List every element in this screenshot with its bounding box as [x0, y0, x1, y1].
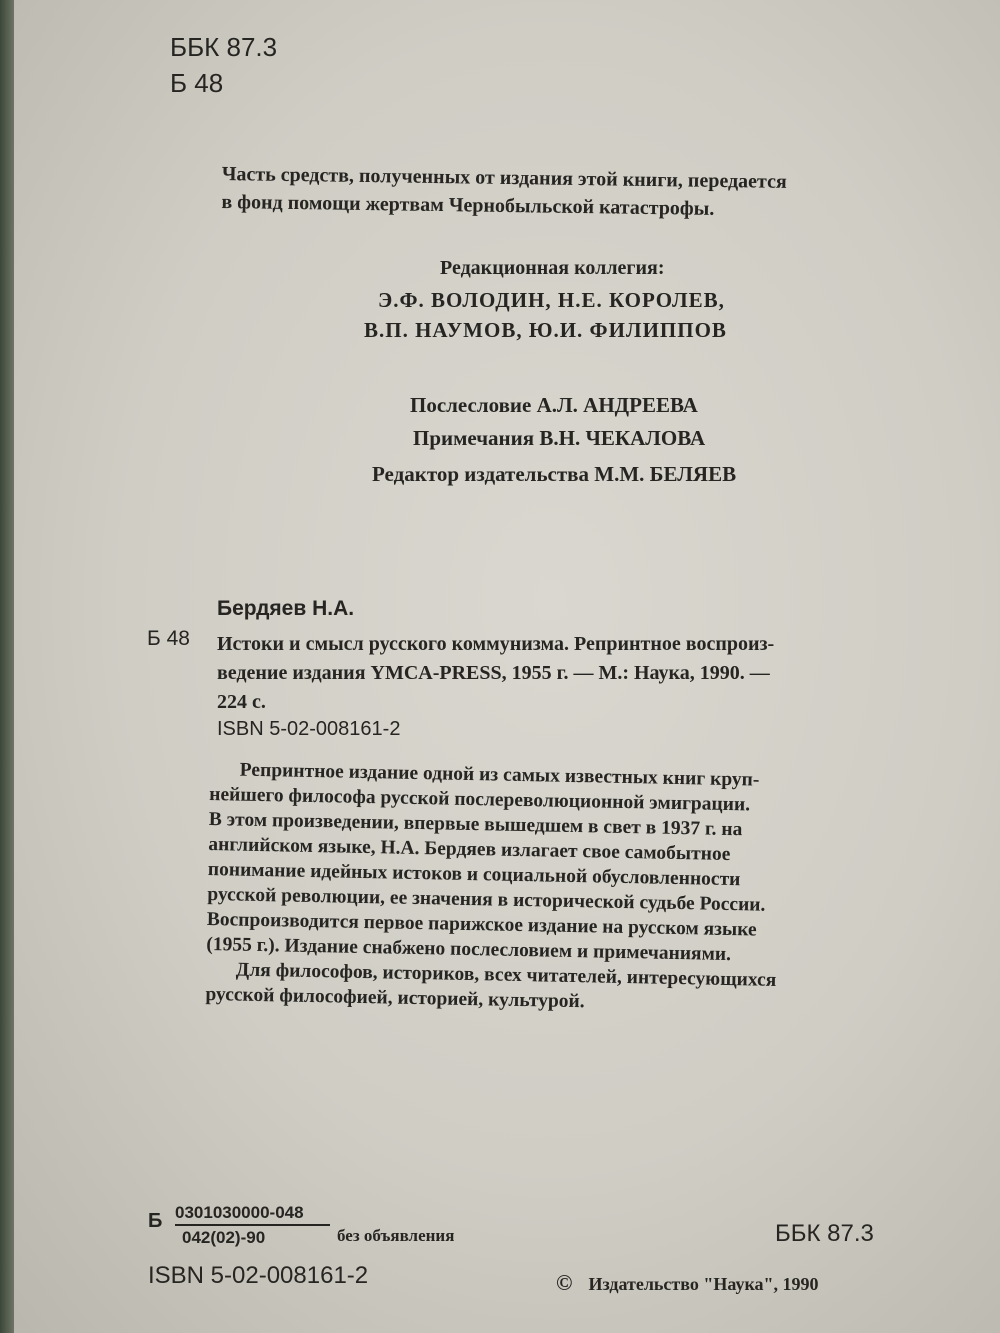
bbk-code-top: ББК 87.3: [170, 32, 278, 62]
author-mark-top: Б 48: [170, 68, 224, 98]
abstract-line: русской революции, ее значения в исторической судьбе России.: [207, 883, 766, 916]
abstract-line: английском языке, Н.А. Бердяев излагает свое самобытное: [208, 833, 731, 866]
abstract-line: Репринтное издание одной из самых известных книг круп-: [239, 759, 760, 791]
bibliography-isbn: ISBN 5-02-008161-2: [217, 718, 401, 740]
audience-line-1: Для философов, историков, всех читателей, интересующихся: [235, 959, 777, 991]
abstract-line: понимание идейных истоков и социальной обусловленности: [207, 858, 741, 891]
no-ad-note: без объявления: [337, 1226, 455, 1245]
editorial-board-title: Редакционная коллегия:: [440, 257, 665, 279]
editorial-board-members-2: В.П. НАУМОВ, Ю.И. ФИЛИППОВ: [364, 318, 727, 342]
chernobyl-notice: [221, 160, 787, 224]
bibliography-line-1: Истоки и смысл русского коммунизма. Репринтное воспроиз-: [217, 633, 775, 655]
abstract-line: нейшего философа русской послереволюционной эмиграции.: [209, 783, 751, 816]
copyright-symbol: ©: [556, 1270, 573, 1295]
afterword-credit: Послесловие А.Л. АНДРЕЕВА: [410, 393, 698, 417]
imprint-code-bottom: 042(02)-90: [182, 1228, 266, 1247]
abstract-line: (1955 г.). Издание снабжено послесловием и примечаниями.: [206, 933, 732, 966]
bbk-code-bottom: ББК 87.3: [775, 1220, 874, 1247]
bibliography-line-2: ведение издания YMCA-PRESS, 1955 г. — М.: Наука, 1990. —: [217, 662, 770, 684]
editor-credit: Редактор издательства М.М. БЕЛЯЕВ: [372, 462, 737, 486]
notes-credit: Примечания В.Н. ЧЕКАЛОВА: [413, 426, 706, 450]
editorial-board-members-1: Э.Ф. ВОЛОДИН, Н.Е. КОРОЛЕВ,: [378, 288, 725, 312]
bibliography-entry: [217, 630, 907, 717]
abstract-line: Воспроизводится первое парижское издание на русском языке: [206, 908, 757, 941]
abstract: [205, 757, 780, 1018]
abstract-line: В этом произведении, впервые вышедшем в свет в 1937 г. на: [208, 808, 743, 841]
notice-line-2: в фонд помощи жертвам Чернобыльской катастрофы.: [221, 190, 715, 220]
bibliography-author-mark: Б 48: [147, 627, 190, 650]
audience-line-2: русской философией, историей, культурой.: [205, 983, 585, 1013]
copyright-line: [556, 1270, 819, 1296]
bibliography-line-3: 224 с.: [217, 691, 266, 713]
copyright-text: Издательство "Наука", 1990: [588, 1274, 819, 1294]
isbn-bottom: ISBN 5-02-008161-2: [148, 1262, 369, 1289]
bibliography-author: Бердяев Н.А.: [217, 597, 355, 620]
notice-line-1: Часть средств, полученных от издания этой книги, передается: [221, 162, 787, 193]
imprint-code-top: 0301030000-048: [175, 1203, 330, 1226]
imprint-letter: Б: [148, 1210, 163, 1232]
